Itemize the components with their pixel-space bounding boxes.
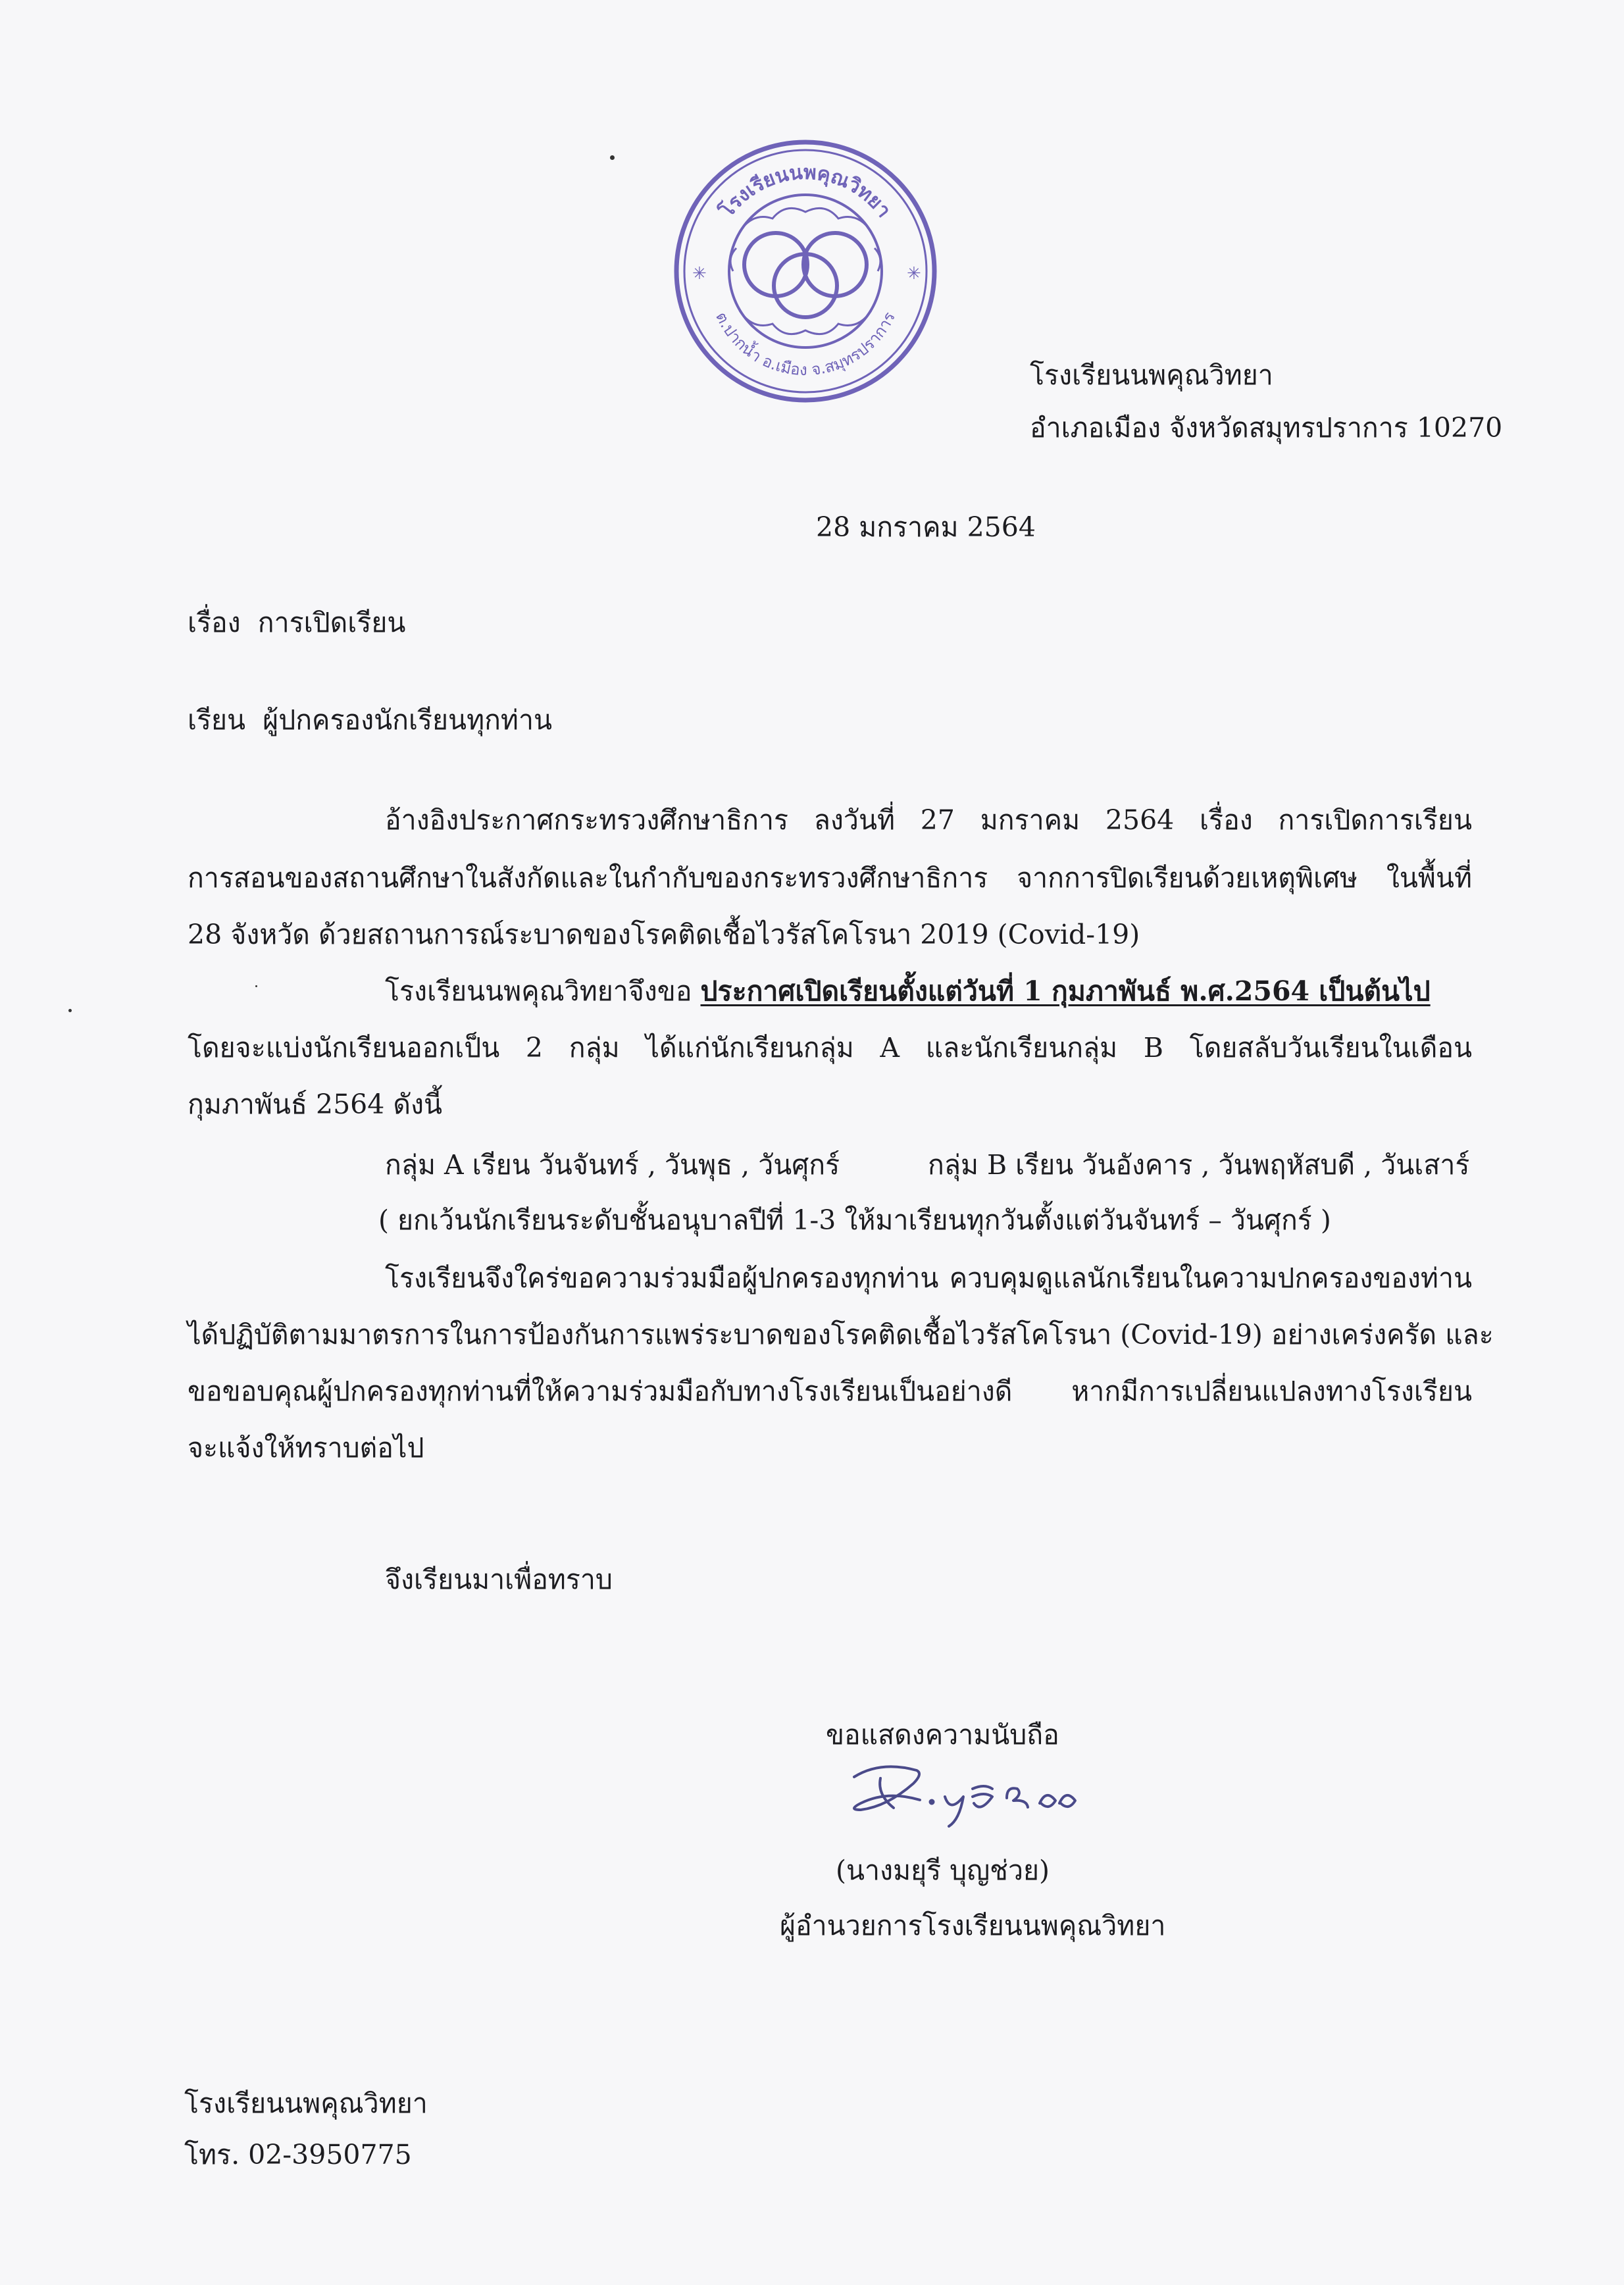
sender-name: โรงเรียนนพคุณวิทยา (1030, 359, 1273, 391)
body-paragraph-2-line-2: โดยจะแบ่งนักเรียนออกเป็น 2 กลุ่ม ได้แก่นักเรียนกลุ่ม A และนักเรียนกลุ่ม B โดยสลับวันเรียนในเดือน (188, 1032, 1472, 1064)
salutation-text: ผู้ปกครองนักเรียนทุกท่าน (263, 704, 553, 736)
sender-address: อำเภอเมือง จังหวัดสมุทรปราการ 10270 (1030, 412, 1503, 444)
regards-line: ขอแสดงความนับถือ (826, 1719, 1059, 1751)
announcement-prefix: โรงเรียนนพคุณวิทยาจึงขอ (385, 975, 692, 1007)
group-a-schedule: กลุ่ม A เรียน วันจันทร์ , วันพุธ , วันศุกร์ (385, 1149, 840, 1181)
subject-label: เรื่อง (188, 607, 241, 638)
scan-speck (68, 1009, 72, 1012)
letter-date: 28 มกราคม 2564 (816, 511, 1036, 543)
closing-line: จึงเรียนมาเพื่อทราบ (385, 1564, 613, 1595)
body-paragraph-3-line-3: ขอขอบคุณผู้ปกครองทุกท่านที่ให้ความร่วมมือกับทางโรงเรียนเป็นอย่างดี หากมีการเปลี่ยนแปลงทางโรงเรียน (188, 1375, 1472, 1407)
subject-text: การเปิดเรียน (257, 607, 406, 638)
body-paragraph-3-line-4: จะแจ้งให้ทราบต่อไป (188, 1432, 424, 1464)
body-paragraph-1-line-1: อ้างอิงประกาศกระทรวงศึกษาธิการ ลงวันที่ 27 มกราคม 2564 เรื่อง การเปิดการเรียน (385, 804, 1472, 836)
body-paragraph-2-line-3: กุมภาพันธ์ 2564 ดังนี้ (188, 1089, 443, 1120)
svg-text:✳: ✳ (907, 264, 921, 284)
signer-name: (นางมยุรี บุญช่วย) (836, 1855, 1050, 1886)
handwritten-signature (834, 1751, 1111, 1836)
signer-title: ผู้อำนวยการโรงเรียนนพคุณวิทยา (780, 1910, 1166, 1941)
body-paragraph-1-line-3: 28 จังหวัด ด้วยสถานการณ์ระบาดของโรคติดเชื้อไวรัสโคโรนา 2019 (Covid-19) (188, 919, 1140, 950)
body-paragraph-1-line-2: การสอนของสถานศึกษาในสังกัดและในกำกับของกระทรวงศึกษาธิการ จากการปิดเรียนด้วยเหตุพิเศษ ในพื้นที่ (188, 862, 1472, 894)
svg-text:โรงเรียนนพคุณวิทยา (714, 161, 896, 222)
seal-bottom-text: ต.ปากน้ำ อ.เมือง จ.สมุทรปราการ (711, 309, 900, 380)
svg-text:✳: ✳ (692, 264, 707, 284)
body-paragraph-3-line-2: ได้ปฏิบัติตามมาตรการในการป้องกันการแพร่ระบาดของโรคติดเชื้อไวรัสโคโรนา (Covid-19) อย่างเคร่งครัด และ (188, 1319, 1494, 1350)
kindergarten-exception: ( ยกเว้นนักเรียนระดับชั้นอนุบาลปีที่ 1-3 ให้มาเรียนทุกวันตั้งแต่วันจันทร์ – วันศุกร์ ) (378, 1204, 1331, 1236)
announcement-highlight: ประกาศเปิดเรียนตั้งแต่วันที่ 1 กุมภาพันธ์ พ.ศ.2564 เป็นต้นไป (700, 975, 1431, 1007)
salutation-label: เรียน (188, 704, 246, 736)
scan-speck (610, 155, 615, 160)
subject-line (188, 607, 405, 639)
group-b-schedule: กลุ่ม B เรียน วันอังคาร , วันพฤหัสบดี , วันเสาร์ (928, 1149, 1470, 1181)
footer-school-name: โรงเรียนนพคุณวิทยา (184, 2088, 428, 2119)
body-paragraph-3-line-1: โรงเรียนจึงใคร่ขอความร่วมมือผู้ปกครองทุกท่าน ควบคุมดูแลนักเรียนในความปกครองของท่าน (385, 1262, 1472, 1294)
salutation-line (188, 704, 552, 736)
seal-top-text: โรงเรียนนพคุณวิทยา (715, 161, 896, 222)
body-paragraph-2-line-1 (385, 975, 1431, 1008)
scan-speck (255, 985, 257, 987)
school-seal-stamp (667, 133, 944, 409)
footer-phone: โทร. 02-3950775 (184, 2139, 412, 2170)
svg-text:ต.ปากน้ำ อ.เมือง จ.สมุทรปราการ (712, 309, 899, 379)
